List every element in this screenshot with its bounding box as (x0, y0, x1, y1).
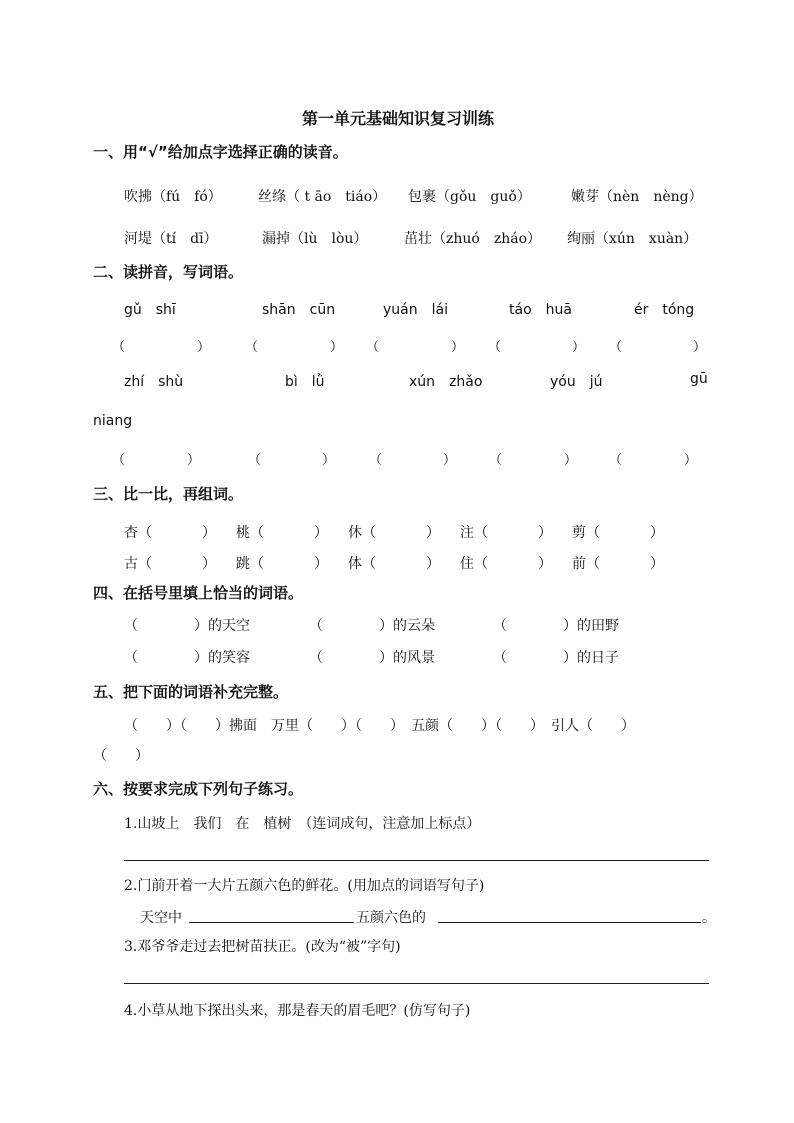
compare-char: 杏（ (124, 525, 152, 541)
answer-blank-open: （ (609, 340, 623, 355)
blank-close: ） (314, 556, 328, 572)
question-2-prompt-a: 天空中 (140, 910, 182, 926)
fill-phrase: （ ）的风景 (309, 650, 435, 666)
section-4-heading: 四、在括号里填上恰当的词语。 (93, 584, 304, 602)
pinyin-word: ér tóng (634, 302, 695, 318)
pinyin-word: xún zhǎo (409, 374, 483, 390)
answer-blank-close: ） (443, 453, 457, 468)
answer-blank-close: ） (322, 453, 336, 468)
blank-close: ） (202, 556, 216, 572)
compare-char: 注（ (460, 525, 488, 541)
answer-blank-open: （ (112, 340, 126, 355)
answer-blank-open: （ (489, 453, 503, 468)
answer-blank-close: ） (330, 340, 344, 355)
pinyin-choice: 绚丽（xún xuàn） (567, 231, 698, 247)
compare-char: 休（ (348, 525, 376, 541)
answer-blank-open: （ (369, 453, 383, 468)
answer-blank-open: （ (112, 453, 126, 468)
answer-blank-close: ） (564, 453, 578, 468)
pinyin-choice: 漏掉（lù lòu） (262, 231, 368, 247)
pinyin-word: shān cūn (262, 302, 336, 318)
answer-blank-open: （ (248, 453, 262, 468)
answer-blank-open: （ (609, 453, 623, 468)
question-3: 3.邓爷爷走过去把树苗扶正。(改为“被”字句) (124, 939, 401, 955)
idiom-line: （ ）（ ）拂面 万里（ ）（ ） 五颜（ ）（ ） 引人（ ） (124, 718, 635, 734)
compare-char: 桃（ (236, 525, 264, 541)
answer-blank-open: （ (245, 340, 259, 355)
answer-blank-close: ） (693, 340, 707, 355)
compare-char: 体（ (348, 556, 376, 572)
pinyin-word: yuán lái (383, 302, 448, 318)
section-3-heading: 三、比一比，再组词。 (93, 485, 244, 503)
section-5-heading: 五、把下面的词语补充完整。 (93, 683, 289, 701)
pinyin-word: táo huā (509, 302, 572, 318)
pinyin-word: bì lǜ (285, 374, 325, 390)
answer-line (124, 983, 709, 984)
fill-phrase: （ ）的云朵 (309, 618, 435, 634)
blank-close: ） (650, 556, 664, 572)
fill-phrase: （ ）的日子 (493, 650, 619, 666)
compare-char: 前（ (572, 556, 600, 572)
question-2-end: 。 (702, 910, 716, 926)
blank-close: ） (314, 525, 328, 541)
pinyin-word: zhí shù (124, 374, 184, 390)
blank-close: ） (538, 525, 552, 541)
pinyin-choice: 包裹（gǒu guǒ） (408, 189, 531, 205)
answer-blank-close: ） (684, 453, 698, 468)
blank-close: ） (426, 556, 440, 572)
blank-close: ） (650, 525, 664, 541)
answer-blank-open: （ (488, 340, 502, 355)
section-2-heading: 二、读拼音，写词语。 (93, 263, 244, 281)
answer-blank-close: ） (197, 340, 211, 355)
question-2-prompt-b: 五颜六色的 (356, 910, 426, 926)
answer-line (124, 860, 709, 861)
pinyin-choice: 河堤（tí dī） (124, 231, 218, 247)
compare-char: 剪（ (572, 525, 600, 541)
section-6-heading: 六、按要求完成下列句子练习。 (93, 780, 304, 798)
pinyin-word: gū (690, 371, 708, 387)
answer-line (189, 922, 354, 923)
pinyin-word: gǔ shī (124, 302, 176, 318)
question-2: 2.门前开着一大片五颜六色的鲜花。(用加点的词语写句子) (124, 878, 485, 894)
question-4: 4.小草从地下探出头来，那是春天的眉毛吧？(仿写句子) (124, 1003, 471, 1019)
blank-close: ） (538, 556, 552, 572)
pinyin-choice: 茁壮（zhuó zháo） (404, 231, 542, 247)
compare-char: 跳（ (236, 556, 264, 572)
answer-blank-open: （ (366, 340, 380, 355)
blank-close: ） (202, 525, 216, 541)
fill-phrase: （ ）的天空 (124, 618, 250, 634)
compare-char: 住（ (460, 556, 488, 572)
answer-blank-close: ） (451, 340, 465, 355)
fill-phrase: （ ）的笑容 (124, 650, 250, 666)
pinyin-word: yóu jú (550, 374, 603, 390)
compare-char: 古（ (124, 556, 152, 572)
pinyin-choice: 嫩芽（nèn nèng） (571, 189, 703, 205)
pinyin-choice: 丝绦（ t āo tiáo） (258, 189, 387, 205)
fill-phrase: （ ）的田野 (493, 618, 619, 634)
idiom-line: （ ） (93, 748, 149, 764)
answer-blank-close: ） (187, 453, 201, 468)
answer-line (438, 922, 701, 923)
section-1-heading: 一、用“√”给加点字选择正确的读音。 (93, 143, 348, 161)
pinyin-choice: 吹拂（fú fó） (124, 189, 222, 205)
question-1: 1.山坡上 我们 在 植树 （连词成句，注意加上标点） (124, 816, 481, 832)
answer-blank-close: ） (572, 340, 586, 355)
blank-close: ） (426, 525, 440, 541)
pinyin-word-continued: niang (93, 413, 133, 429)
page-title: 第一单元基础知识复习训练 (302, 109, 495, 128)
